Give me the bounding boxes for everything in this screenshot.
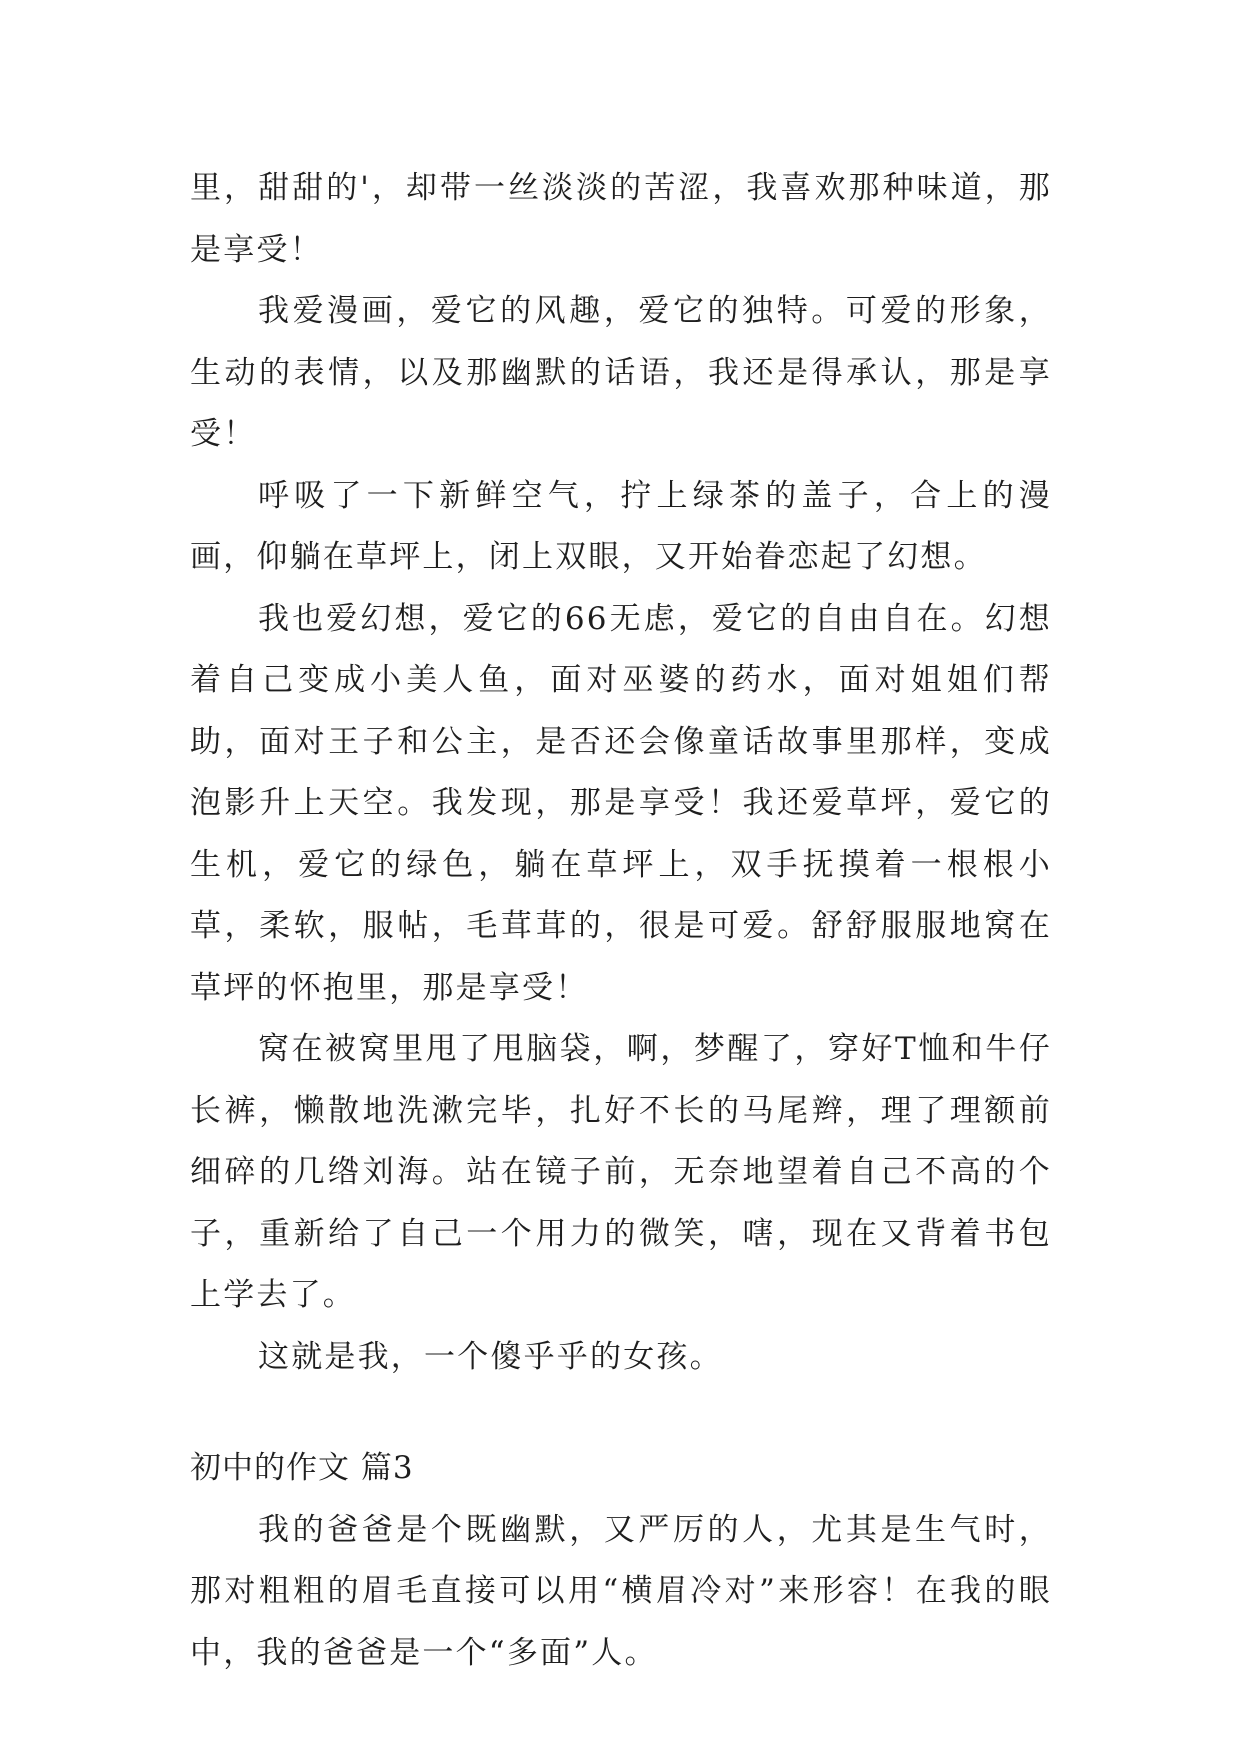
paragraph: 呼吸了一下新鲜空气，拧上绿茶的盖子，合上的漫画，仰躺在草坪上，闭上双眼，又开始眷恋起了幻想。 bbox=[190, 477, 1052, 575]
paragraph: 我也爱幻想，爱它的66无虑，爱它的自由自在。幻想着自己变成小美人鱼，面对巫婆的药水，面对姐姐们帮助，面对王子和公主，是否还会像童话故事里那样，变成泡影升上天空。我发现，那是享受！我还爱草坪，爱它的生机，爱它的绿色，躺在草坪上，双手抚摸着一根根小草，柔软，服帖，毛茸茸的，很是可爱。舒舒服服地窝在草坪的怀抱里，那是享受！ bbox=[190, 600, 1052, 1006]
section-heading: 初中的作文 篇3 bbox=[190, 1450, 414, 1486]
paragraph: 我爱漫画，爱它的风趣，爱它的独特。可爱的形象，生动的表情，以及那幽默的话语，我还是得承认，那是享受！ bbox=[190, 293, 1052, 452]
document-body bbox=[190, 158, 1052, 1684]
paragraph: 这就是我，一个傻乎乎的女孩。 bbox=[258, 1338, 723, 1375]
paragraph: 里，甜甜的'，却带一丝淡淡的苦涩，我喜欢那种味道，那是享受！ bbox=[190, 170, 1052, 268]
paragraph: 我的爸爸是个既幽默，又严厉的人，尤其是生气时，那对粗粗的眉毛直接可以用“横眉冷对”来形容！在我的眼中，我的爸爸是一个“多面”人。 bbox=[190, 1511, 1052, 1671]
paragraph: 窝在被窝里甩了甩脑袋，啊，梦醒了，穿好T恤和牛仔长裤，懒散地洗漱完毕，扎好不长的马尾辫，理了理额前细碎的几绺刘海。站在镜子前，无奈地望着自己不高的个子，重新给了自己一个用力的微笑，嗐，现在又背着书包上学去了。 bbox=[190, 1031, 1052, 1313]
section-spacer bbox=[190, 1388, 1052, 1438]
